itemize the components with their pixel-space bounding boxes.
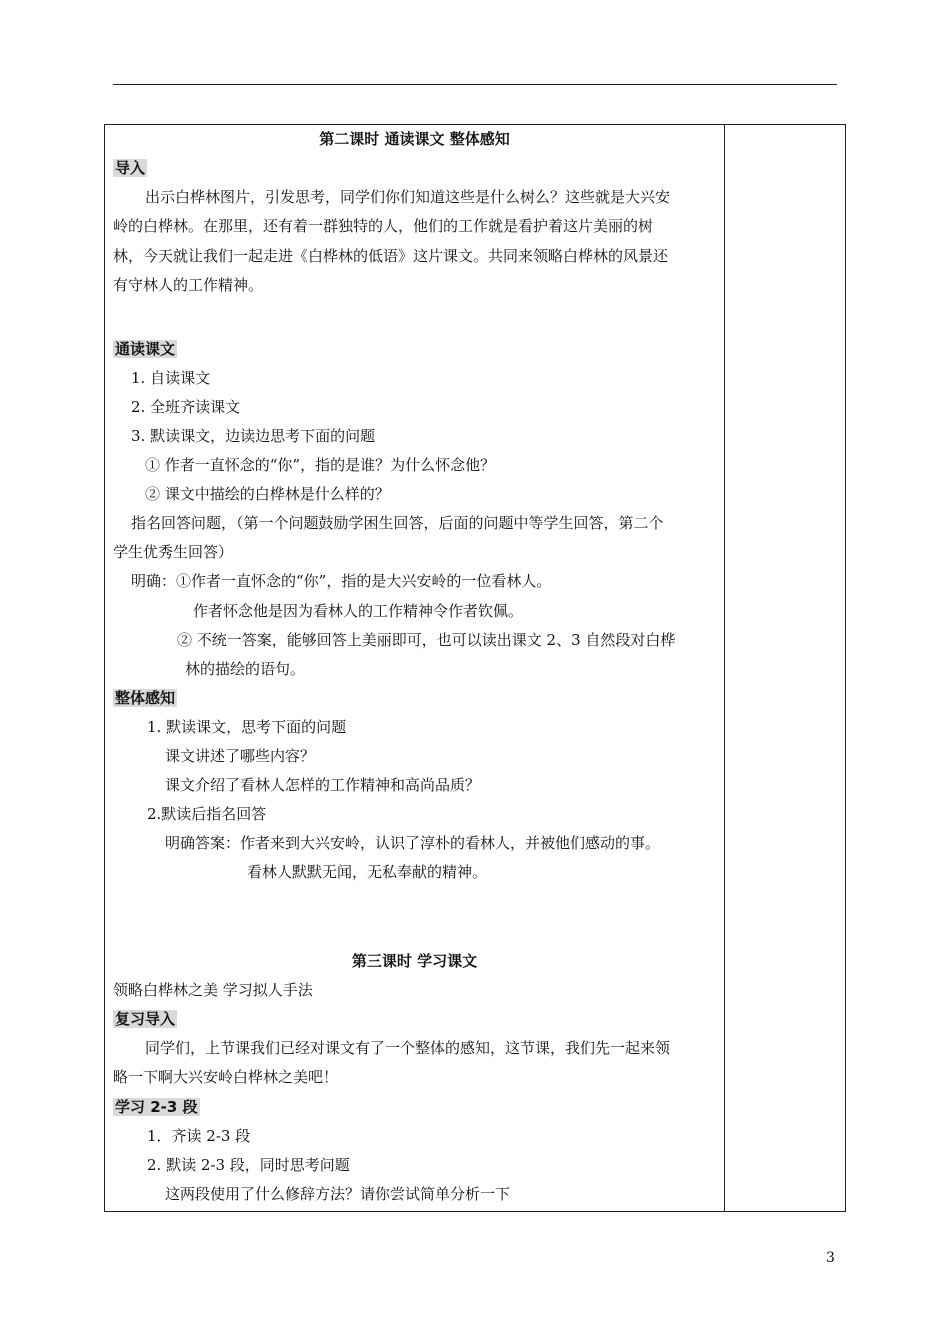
overall-line-1: 1. 默读课文，思考下面的问题 — [147, 718, 347, 736]
clarify-line-3: ② 不统一答案，能够回答上美丽即可，也可以读出课文 2、3 自然段对白桦 — [177, 631, 676, 649]
notes-column — [725, 125, 845, 1211]
lesson3-title: 第三课时 学习课文 — [351, 952, 478, 970]
overall-line-6: 看林人默默无闻，无私奉献的精神。 — [247, 863, 488, 881]
intro-heading: 导入 — [115, 159, 146, 177]
read-step-1: 1. 自读课文 — [131, 369, 211, 387]
header-rule — [113, 84, 837, 85]
overall-line-2: 课文讲述了哪些内容？ — [165, 747, 316, 765]
clarify-line-2: 作者怀念他是因为看林人的工作精神令作者钦佩。 — [193, 602, 524, 620]
lesson2-title: 第二课时 通读课文 整体感知 — [319, 130, 510, 148]
overall-line-4: 2.默读后指名回答 — [147, 805, 267, 823]
answer-intro-2: 学生优秀生回答） — [113, 543, 234, 561]
lesson-plan-table — [104, 124, 846, 1212]
study-line-3: 这两段使用了什么修辞方法？请你尝试简单分析一下 — [165, 1185, 511, 1203]
review-line-1: 同学们，上节课我们已经对课文有了一个整体的感知，这节课，我们先一起来领 — [145, 1039, 671, 1057]
study-line-2: 2. 默读 2-3 段，同时思考问题 — [147, 1156, 350, 1174]
lesson3-subtitle: 领略白桦林之美 学习拟人手法 — [113, 981, 313, 999]
read-question-2: ② 课文中描绘的白桦林是什么样的？ — [145, 485, 390, 503]
read-step-3: 3. 默读课文，边读边思考下面的问题 — [131, 427, 376, 445]
intro-line-3: 林，今天就让我们一起走进《白桦林的低语》这片课文。共同来领略白桦林的风景还 — [113, 247, 669, 265]
clarify-line-1: 明确：①作者一直怀念的“你”，指的是大兴安岭的一位看林人。 — [131, 572, 552, 590]
clarify-line-4: 林的描绘的语句。 — [185, 660, 306, 678]
read-step-2: 2. 全班齐读课文 — [131, 398, 241, 416]
review-heading: 复习导入 — [115, 1010, 176, 1028]
intro-line-1: 出示白桦林图片，引发思考，同学们你们知道这些是什么树么？这些就是大兴安 — [145, 188, 671, 206]
read-question-1: ① 作者一直怀念的“你”，指的是谁？为什么怀念他？ — [145, 456, 496, 474]
intro-line-4: 有守林人的工作精神。 — [113, 276, 264, 294]
overall-line-5: 明确答案：作者来到大兴安岭，认识了淳朴的看林人，并被他们感动的事。 — [165, 834, 661, 852]
study-heading: 学习 2-3 段 — [115, 1098, 198, 1116]
intro-line-2: 岭的白桦林。在那里，还有着一群独特的人，他们的工作就是看护着这片美丽的树 — [113, 217, 654, 235]
overall-heading: 整体感知 — [115, 689, 176, 707]
review-line-2: 略一下啊大兴安岭白桦林之美吧！ — [113, 1068, 339, 1086]
read-heading: 通读课文 — [115, 340, 176, 358]
answer-intro-1: 指名回答问题，（第一个问题鼓励学困生回答，后面的问题中等学生回答，第二个 — [131, 514, 664, 532]
page-number: 3 — [826, 1250, 835, 1266]
overall-line-3: 课文介绍了看林人怎样的工作精神和高尚品质？ — [165, 776, 481, 794]
study-line-1: 1．齐读 2-3 段 — [147, 1127, 251, 1145]
